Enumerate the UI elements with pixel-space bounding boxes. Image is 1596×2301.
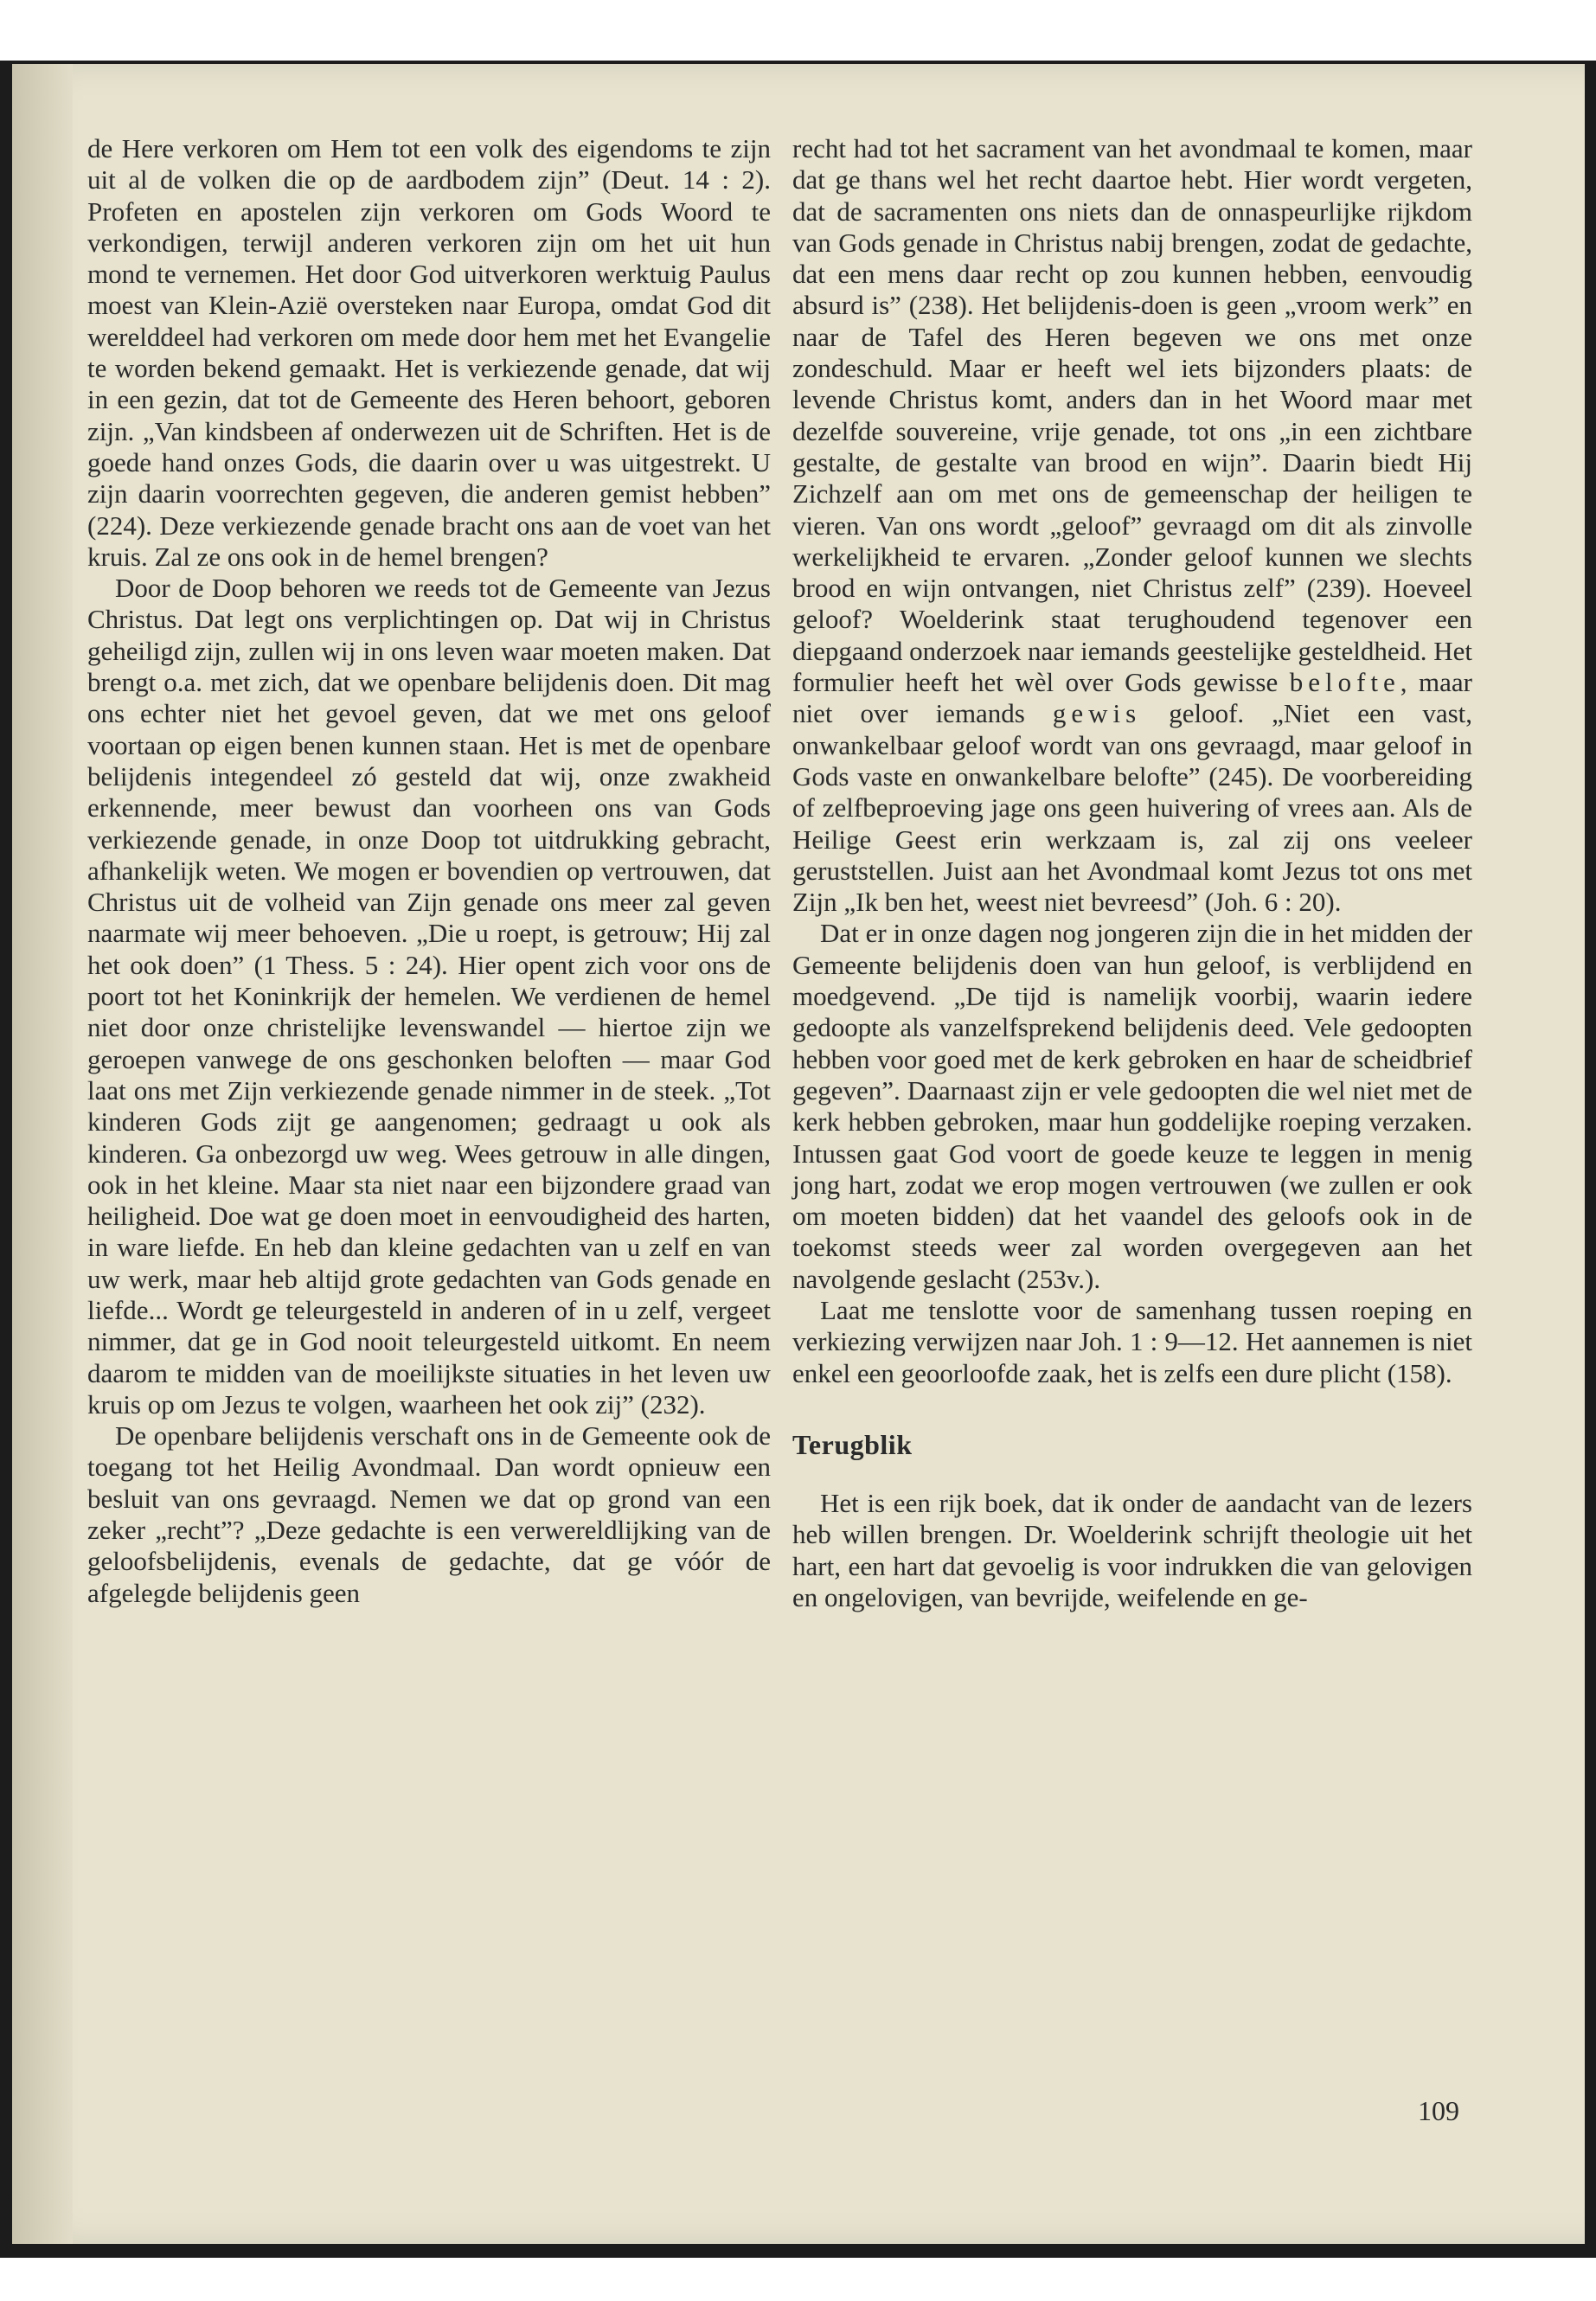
spaced-word-gewis: gewis [1052, 698, 1142, 729]
left-column [87, 133, 771, 1609]
page-number: 109 [1418, 2095, 1459, 2126]
section-heading: Terugblik [792, 1428, 913, 1460]
right-paragraph-2: Dat er in onze dagen nog jongeren zijn die in het midden der Gemeente belijdenis doen van hun geloof, is verblijdend en moedgevend. „De tijd is namelijk voorbij, waarin iedere gedoopte als vanzelfsprekend belijdenis deed. Vele gedoopten hebben voor goed met de kerk gebroken en haar de scheidbrief gegeven”. Daarnaast zijn er vele gedoopten die wel niet met de kerk hebben gebroken, maar hun goddelijke roeping verzaken. Intussen gaat God voort de goede keuze te leggen in menig jong hart, zodat we erop mogen vertrouwen (we zullen er ook om moeten bidden) dat het vaandel des geloofs ook in de toekomst steeds weer zal worden overgegeven aan het navolgende geslacht (253v.). [792, 918, 1472, 1294]
scan-bottom-margin [0, 2258, 1596, 2301]
right-paragraph-1-part-b: , maar niet over iemands [792, 667, 1472, 729]
left-paragraph-1: de Here verkoren om Hem tot een volk des eigendoms te zijn uit al de volken die op de aardbodem zijn” (Deut. 14 : 2). Profeten en apostelen zijn verkoren om Gods Woord te verkondigen, terwijl anderen verkoren zijn om het uit hun mond te vernemen. Het door God uitverkoren werktuig Paulus moest van Klein-Azië oversteken naar Europa, omdat God dit werelddeel had verkoren om mede door hem met het Evangelie te worden bekend gemaakt. Het is verkiezende genade, dat wij in een gezin, dat tot de Gemeente des Heren behoort, geboren zijn. „Van kindsbeen af onderwezen uit de Schriften. Het is de goede hand onzes Gods, die daarin over u was uitgestrekt. U zijn daarin voorrechten gegeven, die anderen gemist hebben” (224). Deze verkiezende genade bracht ons aan de voet van het kruis. Zal ze ons ook in de hemel brengen? [87, 133, 771, 572]
right-paragraph-4: Het is een rijk boek, dat ik onder de aandacht van de lezers heb willen brengen. Dr. Woelderink schrijft theologie uit het hart, een hart dat gevoelig is voor indrukken die van gelovigen en ongelovigen, van bevrijde, weifelende en ge- [792, 1488, 1472, 1613]
book-page [12, 64, 1585, 2244]
left-paragraph-2: Door de Doop behoren we reeds tot de Gemeente van Jezus Christus. Dat legt ons verplichtingen op. Dat wij in Christus geheiligd zijn, zullen wij in ons leven waar moeten maken. Dat brengt o.a. met zich, dat we openbare belijdenis doen. Dit mag ons echter niet het gevoel geven, dat we met ons geloof voortaan op eigen benen kunnen staan. Het is met de openbare belijdenis integendeel zó gesteld dat wij, onze zwakheid erkennende, meer bewust dan voorheen ons van Gods verkiezende genade, in onze Doop tot uitdrukking gebracht, afhankelijk weten. We mogen er bovendien op vertrouwen, dat Christus uit de volheid van Zijn genade ons meer zal geven naarmate wij meer behoeven. „Die u roept, is getrouw; Hij zal het ook doen” (1 Thess. 5 : 24). Hier opent zich voor ons de poort tot het Koninkrijk der hemelen. We verdienen de hemel niet door onze christelijke levenswandel — hiertoe zijn we geroepen vanwege de ons geschonken beloften — maar God laat ons met Zijn verkiezende genade nimmer in de steek. „Tot kinderen Gods zijt ge aangenomen; gedraagt u ook als kinderen. Ga onbezorgd uw weg. Wees getrouw in alle dingen, ook in het kleine. Maar sta niet naar een bijzondere graad van heiligheid. Doe wat ge doen moet in eenvoudigheid des harten, in ware liefde. En heb dan kleine gedachten van u zelf en van uw werk, maar heb altijd grote gedachten van Gods genade en liefde... Wordt ge teleurgesteld in anderen of in u zelf, vergeet nimmer, dat ge in God nooit teleurgesteld uitkomt. En neem daarom te midden van de moeilijkste situaties in het leven uw kruis op om Jezus te volgen, waarheen het ook zij” (232). [87, 573, 771, 1420]
right-paragraph-1-part-c: geloof. „Niet een vast, onwankelbaar geloof wordt van ons gevraagd, maar geloof in Gods vaste en onwankelbare belofte” (245). De voorbereiding of zelfbeproeving jage ons geen huivering of vrees aan. Als de Heilige Geest erin werkzaam is, zal zij ons veeleer geruststellen. Juist aan het Avondmaal komt Jezus tot ons met Zijn „Ik ben het, weest niet bevreesd” (Joh. 6 : 20). [792, 698, 1472, 918]
right-paragraph-3: Laat me tenslotte voor de samenhang tussen roeping en verkiezing verwijzen naar Joh. 1 : 9—12. Het aannemen is niet enkel een geoorloofde zaak, het is zelfs een dure plicht (158). [792, 1294, 1472, 1388]
left-paragraph-3: De openbare belijdenis verschaft ons in de Gemeente ook de toegang tot het Heilig Avondmaal. Dan wordt opnieuw een besluit van ons gevraagd. Nemen we dat op grond van een zeker „recht”? „Deze gedachte is een verwereldlijking van de geloofsbelijdenis, evenals de gedachte, dat ge vóór de afgelegde belijdenis geen [87, 1420, 771, 1608]
right-paragraph-1 [792, 133, 1472, 918]
right-paragraph-1-part-a: recht had tot het sacrament van het avondmaal te komen, maar dat ge thans wel het recht daartoe hebt. Hier wordt vergeten, dat de sacramenten ons niets dan de onnaspeurlijke rijkdom van Gods genade in Christus nabij brengen, zodat de gedachte, dat een mens daar recht op zou kunnen hebben, eenvoudig absurd is” (238). Het belijdenis-doen is geen „vroom werk” en naar de Tafel des Heren begeven we ons met onze zondeschuld. Maar er heeft wel iets bijzonders plaats: de levende Christus komt, anders dan in het Woord maar met dezelfde souvereine, vrije genade, tot ons „in een zichtbare gestalte, de gestalte van brood en wijn”. Daarin biedt Hij Zichzelf aan om met ons de gemeenschap der heiligen te vieren. Van ons wordt „geloof” gevraagd om dit als zinvolle werkelijkheid te ervaren. „Zonder geloof kunnen we slechts brood en wijn ontvangen, niet Christus zelf” (239). Hoeveel geloof? Woelderink staat terughoudend tegenover een diepgaand onderzoek naar iemands geestelijke gesteldheid. Het formulier heeft het wèl over Gods gewisse [792, 133, 1472, 698]
right-column [792, 133, 1472, 1613]
spaced-word-belofte: belofte [1289, 667, 1401, 698]
scan-top-margin [0, 0, 1596, 61]
page-gutter-shadow [12, 64, 73, 2244]
